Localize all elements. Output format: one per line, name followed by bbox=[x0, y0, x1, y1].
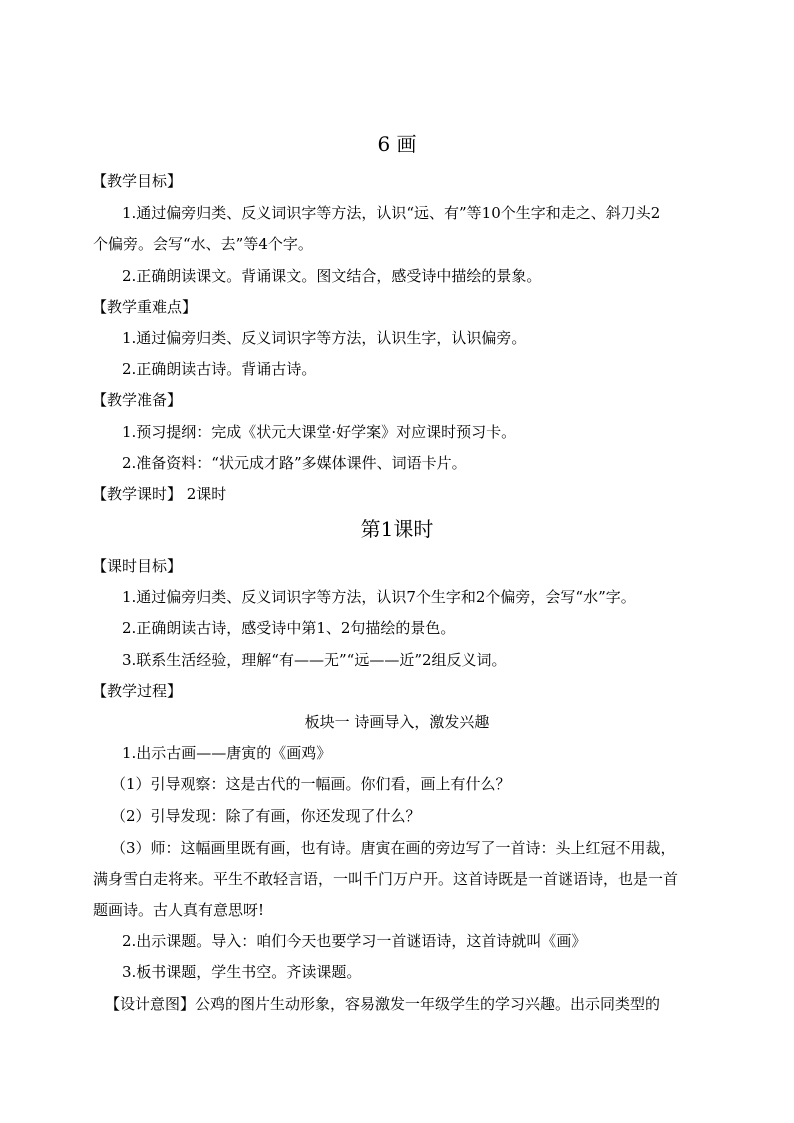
section-heading-goals: 【教学目标】 bbox=[92, 172, 183, 190]
paragraph-line: 1.通过偏旁归类、反义词识字等方法，认识“远、有”等10个生字和走之、斜刀头2 bbox=[122, 204, 661, 222]
paragraph-line: （1）引导观察：这是古代的一幅画。你们看，画上有什么？ bbox=[111, 775, 511, 793]
lesson-session-title: 第1课时 bbox=[360, 517, 434, 541]
paragraph-line: 题画诗。古人真有意思呀! bbox=[93, 901, 265, 919]
paragraph-line: 2.正确朗读课文。背诵课文。图文结合，感受诗中描绘的景象。 bbox=[122, 267, 542, 285]
lesson-title: 6 画 bbox=[377, 132, 417, 156]
paragraph-line: 1.通过偏旁归类、反义词识字等方法，认识生字，认识偏旁。 bbox=[122, 329, 527, 347]
section-heading-key-points: 【教学重难点】 bbox=[92, 298, 198, 316]
paragraph-line: 2.准备资料：“状元成才路”多媒体课件、词语卡片。 bbox=[122, 454, 467, 472]
paragraph-line: 2.正确朗读古诗，感受诗中第1、2句描绘的景色。 bbox=[122, 619, 456, 637]
section-heading-lesson-goals: 【课时目标】 bbox=[92, 557, 183, 575]
design-intent-line: 【设计意图】公鸡的图片生动形象，容易激发一年级学生的学习兴趣。出示同类型的 bbox=[105, 995, 661, 1013]
paragraph-line: 3.板书课题，学生书空。齐读课题。 bbox=[122, 963, 362, 981]
section-heading-prep: 【教学准备】 bbox=[92, 391, 183, 409]
paragraph-line: 1.预习提纲：完成《状元大课堂·好学案》对应课时预习卡。 bbox=[122, 423, 517, 441]
paragraph-line: （3）师：这幅画里既有画，也有诗。唐寅在画的旁边写了一首诗：头上红冠不用裁， bbox=[111, 839, 676, 857]
paragraph-line: 1.通过偏旁归类、反义词识字等方法，认识7个生字和2个偏旁，会写“水”字。 bbox=[122, 588, 636, 606]
paragraph-line: （2）引导发现：除了有画，你还发现了什么？ bbox=[111, 807, 421, 825]
paragraph-line: 3.联系生活经验，理解“有——无”“远——近”2组反义词。 bbox=[122, 651, 507, 669]
section-heading-process: 【教学过程】 bbox=[92, 682, 183, 700]
paragraph-line: 个偏旁。会写“水、去”等4个字。 bbox=[93, 235, 313, 253]
paragraph-line: 1.出示古画——唐寅的《画鸡》 bbox=[122, 744, 332, 762]
paragraph-line: 2.正确朗读古诗。背诵古诗。 bbox=[122, 360, 317, 378]
paragraph-line: 2.出示课题。导入：咱们今天也要学习一首谜语诗，这首诗就叫《画》 bbox=[122, 932, 587, 950]
block-title: 板块一 诗画导入，激发兴趣 bbox=[304, 713, 490, 731]
paragraph-line: 满身雪白走将来。平生不敢轻言语，一叫千门万户开。这首诗既是一首谜语诗，也是一首 bbox=[93, 870, 679, 888]
section-heading-hours: 【教学课时】 2课时 bbox=[92, 485, 227, 503]
